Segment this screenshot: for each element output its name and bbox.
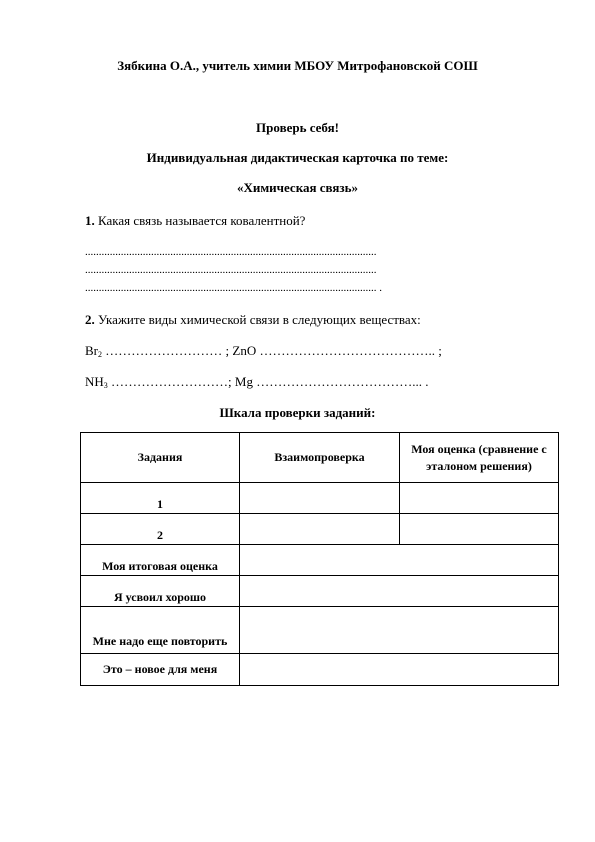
answer-line-1: .......................................................................................................... (85, 246, 377, 258)
question-1-text: Какая связь называется ковалентной? (94, 213, 306, 228)
table-row (81, 514, 559, 545)
peer-review-cell[interactable] (240, 514, 400, 545)
formula-br2 (85, 343, 102, 358)
my-grade-cell[interactable] (400, 514, 559, 545)
heading-topic: «Химическая связь» (236, 180, 359, 195)
peer-review-cell[interactable] (240, 483, 400, 514)
header-tasks: Задания (81, 433, 240, 483)
author-line: Зябкина О.А., учитель химии МБОУ Митрофановской СОШ (117, 58, 478, 73)
formula-nh3 (85, 374, 108, 389)
heading-card: Индивидуальная дидактическая карточка по теме: (146, 150, 449, 165)
summary-label-cell: Я усвоил хорошо (81, 576, 240, 607)
table-header-row (81, 433, 559, 483)
formula-mg: Mg (234, 374, 253, 389)
question-1 (85, 213, 305, 229)
header-peer-review: Взаимопроверка (240, 433, 400, 483)
my-grade-cell[interactable] (400, 483, 559, 514)
question-2-number: 2. (85, 312, 95, 327)
substances-row-1 (85, 343, 442, 359)
table-row (81, 654, 559, 686)
table-row (81, 576, 559, 607)
summary-label-cell: Мне надо еще повторить (81, 607, 240, 654)
formula-zno: ZnO (232, 343, 257, 358)
scale-table (80, 432, 559, 686)
task-number-cell: 2 (81, 514, 240, 545)
summary-value-cell[interactable] (240, 654, 559, 686)
formula-nh3-dots: ………………………; (107, 374, 235, 389)
task-number-cell: 1 (81, 483, 240, 514)
summary-value-cell[interactable] (240, 576, 559, 607)
question-1-number: 1. (85, 213, 95, 228)
summary-value-cell[interactable] (240, 545, 559, 576)
formula-br2-dots: ……………………… ; (102, 343, 233, 358)
formula-br2-base: Br (85, 343, 98, 358)
question-2 (85, 312, 421, 328)
scale-title: Шкала проверки заданий: (219, 405, 376, 420)
table-row (81, 483, 559, 514)
answer-line-3: .......................................................................................................... . (85, 282, 382, 294)
formula-mg-dots: ………………………………... . (252, 374, 429, 389)
summary-value-cell[interactable] (240, 607, 559, 654)
answer-line-2: .......................................................................................................... (85, 264, 377, 276)
formula-nh3-base: NH (85, 374, 104, 389)
question-2-text: Укажите виды химической связи в следующих веществах: (94, 312, 421, 327)
formula-br2-index: 2 (98, 350, 102, 359)
header-my-grade: Моя оценка (сравнение с эталоном решения) (400, 433, 559, 483)
formula-zno-dots: ………………………………….. ; (256, 343, 442, 358)
summary-label-cell: Моя итоговая оценка (81, 545, 240, 576)
substances-row-2 (85, 374, 428, 390)
heading-check: Проверь себя! (256, 120, 339, 135)
summary-label-cell: Это – новое для меня (81, 654, 240, 686)
formula-nh3-index: 3 (103, 381, 108, 390)
table-row (81, 607, 559, 654)
table-row (81, 545, 559, 576)
